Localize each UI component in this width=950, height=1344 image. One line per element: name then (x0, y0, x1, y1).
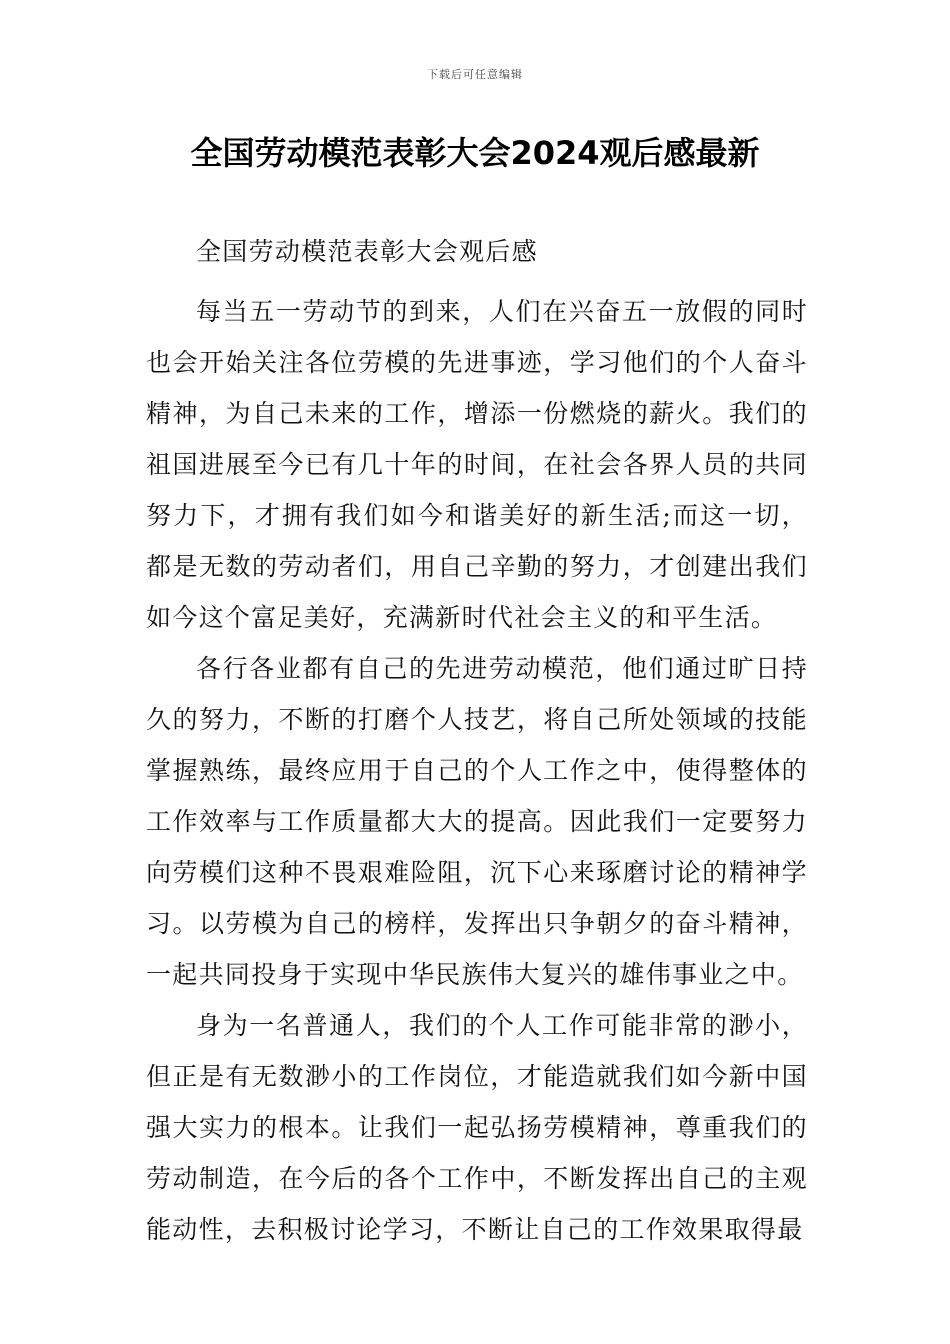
document-body (146, 226, 808, 1255)
paragraph-3: 身为一名普通人，我们的个人工作可能非常的渺小，但正是有无数渺小的工作岗位，才能造就我们如今新中国强大实力的根本。让我们一起弘扬劳模精神，尊重我们的劳动制造，在今后的各个工作中，不断发挥出自己的主观能动性，去积极讨论学习，不断让自己的工作效果取得最 (146, 1011, 808, 1244)
section-subheading: 全国劳动模范表彰大会观后感 (196, 237, 538, 266)
document-title: 全国劳动模范表彰大会2024观后感最新 (190, 134, 760, 172)
paragraph-1: 每当五一劳动节的到来，人们在兴奋五一放假的同时也会开始关注各位劳模的先进事迹，学习他们的个人奋斗精神，为自己未来的工作，增添一份燃烧的薪火。我们的祖国进展至今已有几十年的时间，在社会各界人员的共同努力下，才拥有我们如今和谐美好的新生活;而这一切，都是无数的劳动者们，用自己辛勤的努力，才创建出我们如今这个富足美好，充满新时代社会主义的和平生活。 (146, 297, 808, 632)
paragraph-2: 各行各业都有自己的先进劳动模范，他们通过旷日持久的努力，不断的打磨个人技艺，将自己所处领域的技能掌握熟练，最终应用于自己的个人工作之中，使得整体的工作效率与工作质量都大大的提高。因此我们一定要努力向劳模们这种不畏艰难险阻，沉下心来琢磨讨论的精神学习。以劳模为自己的榜样，发挥出只争朝夕的奋斗精神，一起共同投身于实现中华民族伟大复兴的雄伟事业之中。 (146, 654, 808, 989)
header-note: 下载后可任意编辑 (427, 68, 523, 81)
